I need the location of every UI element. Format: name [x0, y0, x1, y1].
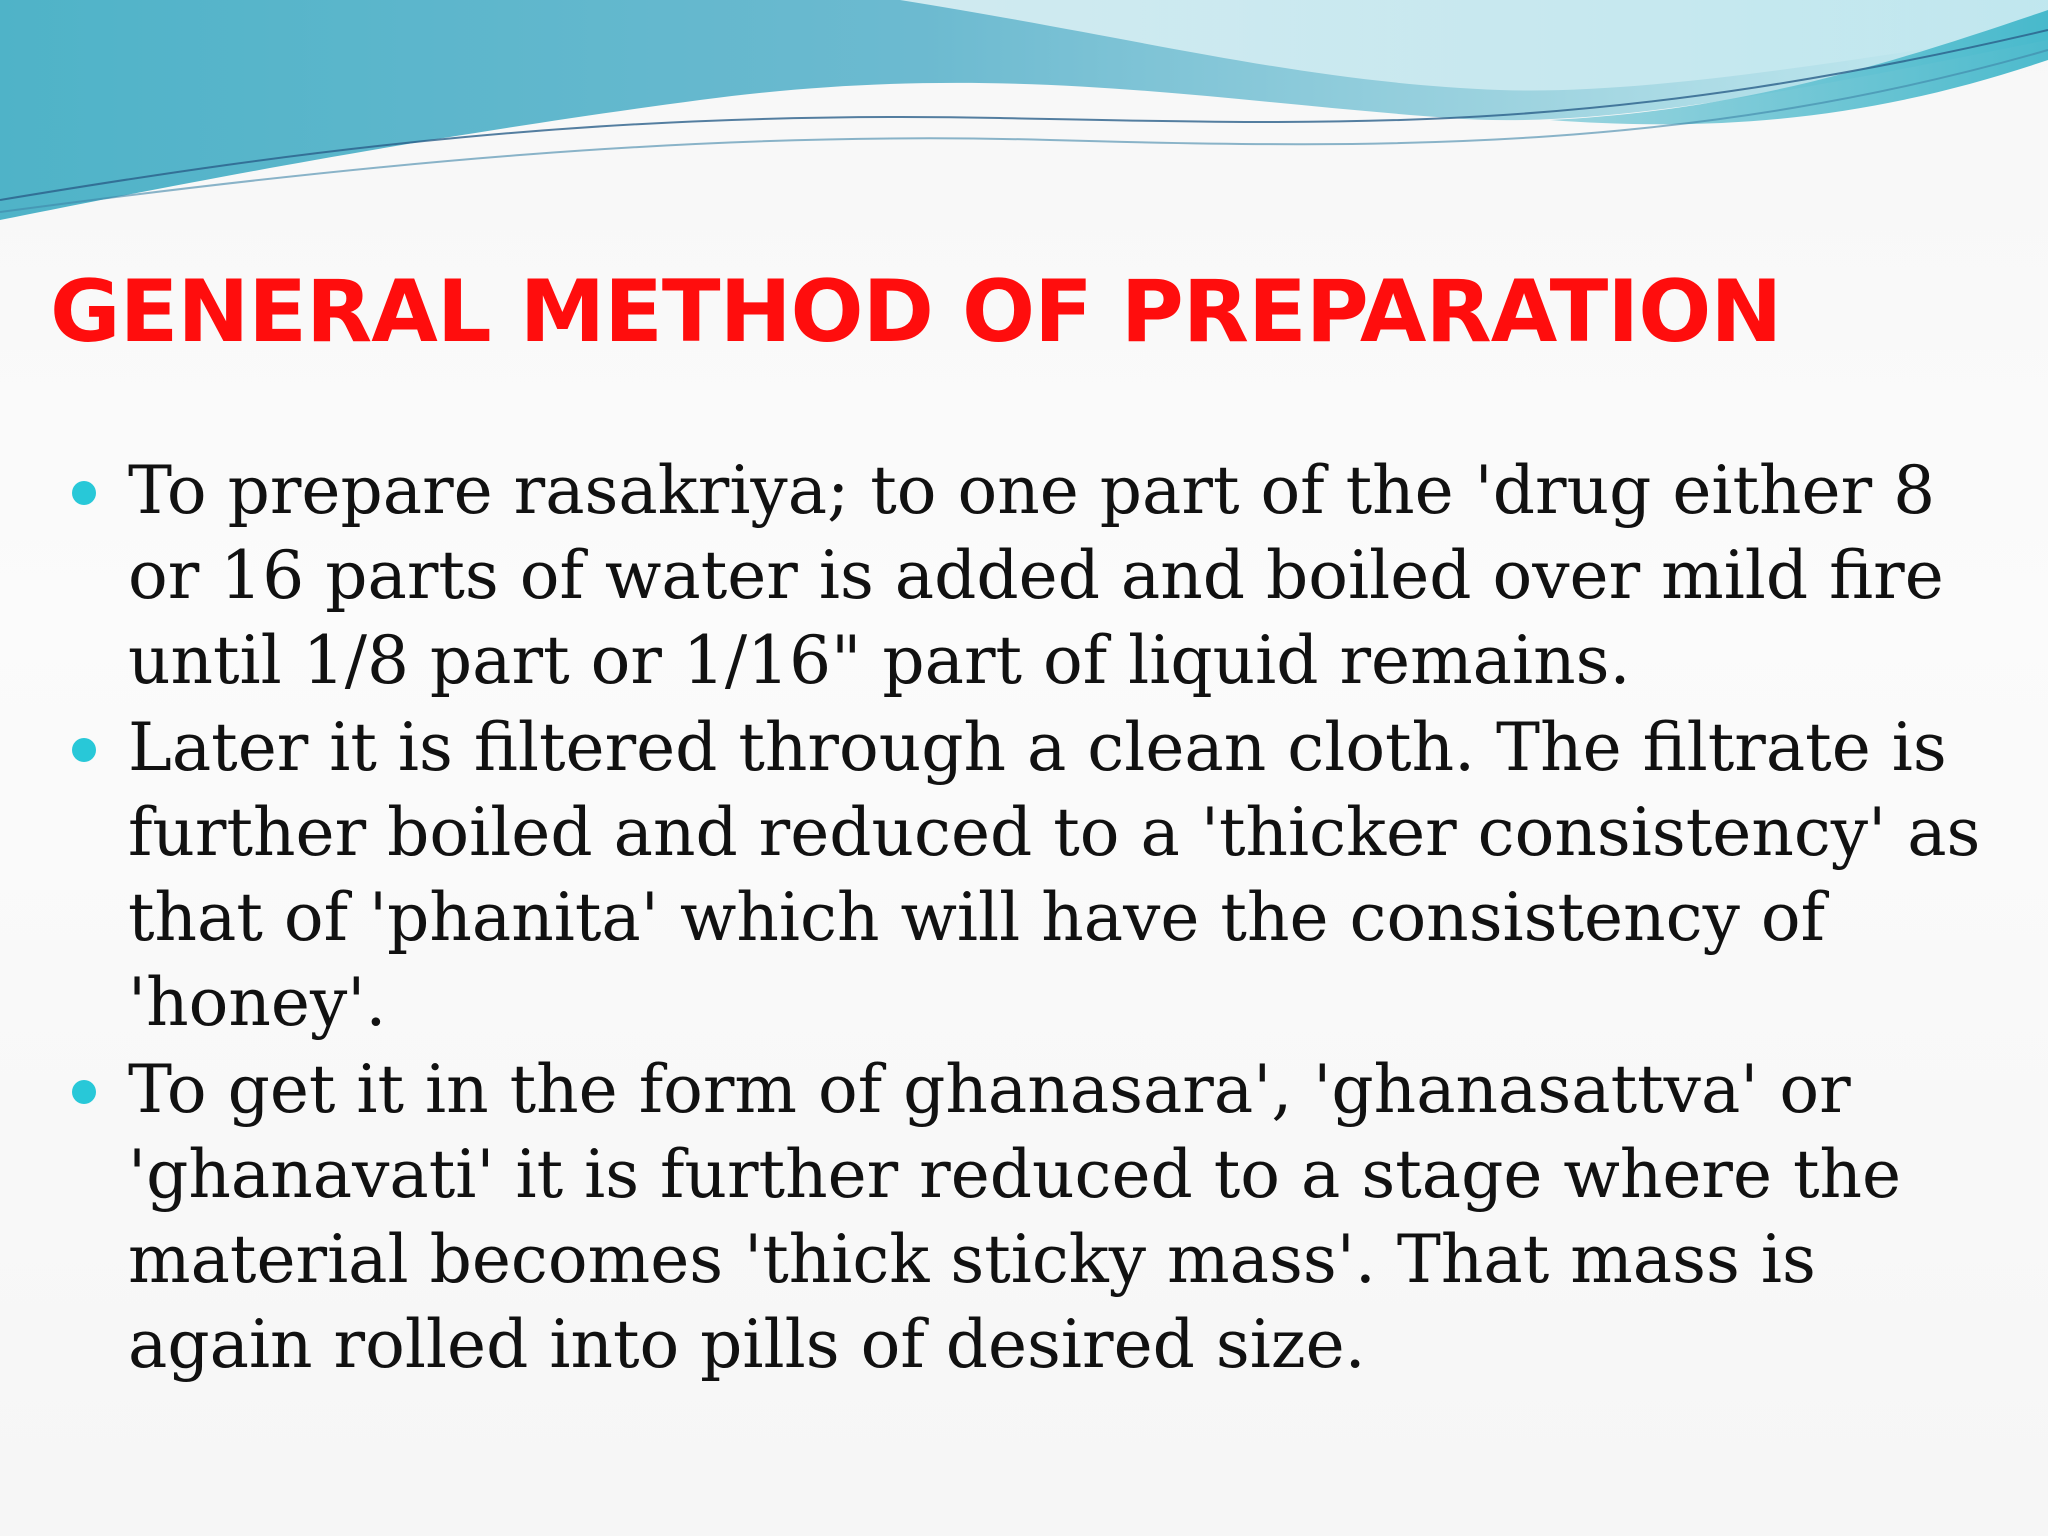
list-item	[70, 705, 1990, 1045]
bullet-text: Later it is filtered through a clean cloth. The filtrate is further boiled and reduced to a 'thicker consistency' as that of 'phanita' which will have the consistency of 'honey'.	[128, 709, 1981, 1041]
bullet-text: To prepare rasakriya; to one part of the 'drug either 8 or 16 parts of water is added and boiled over mild fire until 1/8 part or 1/16" part of liquid remains.	[128, 452, 1944, 699]
bullet-text: To get it in the form of ghanasara', 'ghanasattva' or 'ghanavati' it is further reduced to a stage where the material becomes 'thick sticky mass'. That mass is again rolled into pills of desired size.	[128, 1051, 1902, 1383]
list-item	[70, 1047, 1990, 1387]
dot-bullet-icon	[72, 481, 96, 505]
dot-bullet-icon	[72, 1080, 96, 1104]
list-item	[70, 448, 1990, 703]
dot-bullet-icon	[72, 738, 96, 762]
header-wave-decoration	[0, 0, 2048, 240]
slide-title: GENERAL METHOD OF PREPARATION	[50, 262, 1782, 362]
bullet-list	[70, 448, 1990, 1389]
